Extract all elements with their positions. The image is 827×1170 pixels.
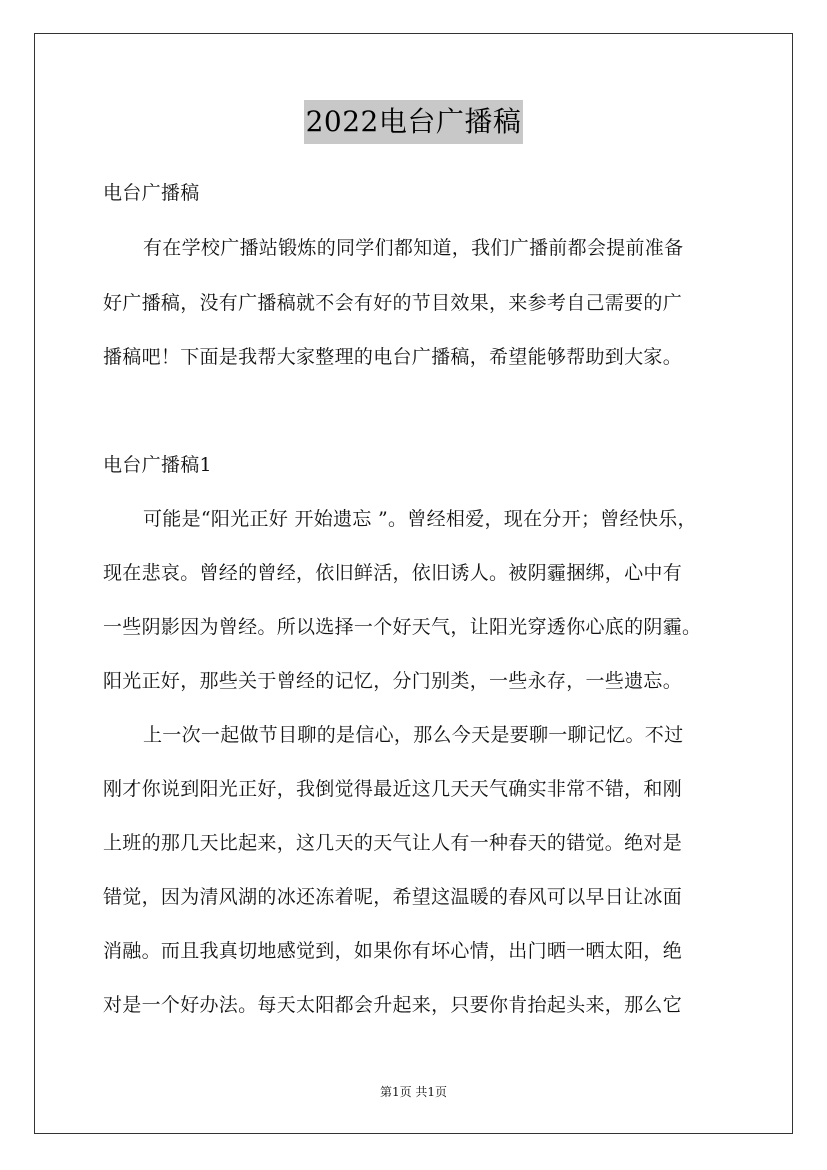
paragraph-line: 一些阴影因为曾经。所以选择一个好天气，让阳光穿透你心底的阴霾。 <box>103 616 702 638</box>
paragraph-line: 阳光正好，那些关于曾经的记忆，分门别类，一些永存，一些遗忘。 <box>103 670 683 692</box>
paragraph-line: 错觉，因为清风湖的冰还冻着呢，希望这温暖的春风可以早日让冰面 <box>103 886 683 908</box>
paragraph-line: 上一次一起做节目聊的是信心，那么今天是要聊一聊记忆。不过 <box>143 724 684 746</box>
paragraph-line: 消融。而且我真切地感觉到，如果你有坏心情，出门晒一晒太阳，绝 <box>103 940 683 962</box>
intro-line: 好广播稿，没有广播稿就不会有好的节目效果，来参考自己需要的广 <box>103 292 683 314</box>
paragraph-line: 现在悲哀。曾经的曾经，依旧鲜活，依旧诱人。被阴霾捆绑，心中有 <box>103 562 683 584</box>
paragraph-line: 上班的那几天比起来，这几天的天气让人有一种春天的错觉。绝对是 <box>103 832 683 854</box>
intro-line: 播稿吧！下面是我帮大家整理的电台广播稿，希望能够帮助到大家。 <box>103 346 683 368</box>
section-heading: 电台广播稿1 <box>103 454 212 476</box>
paragraph-line: 对是一个好办法。每天太阳都会升起来，只要你肯抬起头来，那么它 <box>103 994 683 1016</box>
page-footer: 第1页 共1页 <box>379 1085 448 1099</box>
document-title: 2022电台广播稿 <box>304 100 524 144</box>
paragraph-line: 刚才你说到阳光正好，我倒觉得最近这几天天气确实非常不错，和刚 <box>103 778 683 800</box>
paragraph-line: 可能是“阳光正好 开始遗忘 ”。曾经相爱，现在分开；曾经快乐， <box>143 508 697 530</box>
title-container <box>0 100 827 144</box>
section-heading: 电台广播稿 <box>103 182 200 204</box>
intro-line: 有在学校广播站锻炼的同学们都知道，我们广播前都会提前准备 <box>143 237 684 259</box>
